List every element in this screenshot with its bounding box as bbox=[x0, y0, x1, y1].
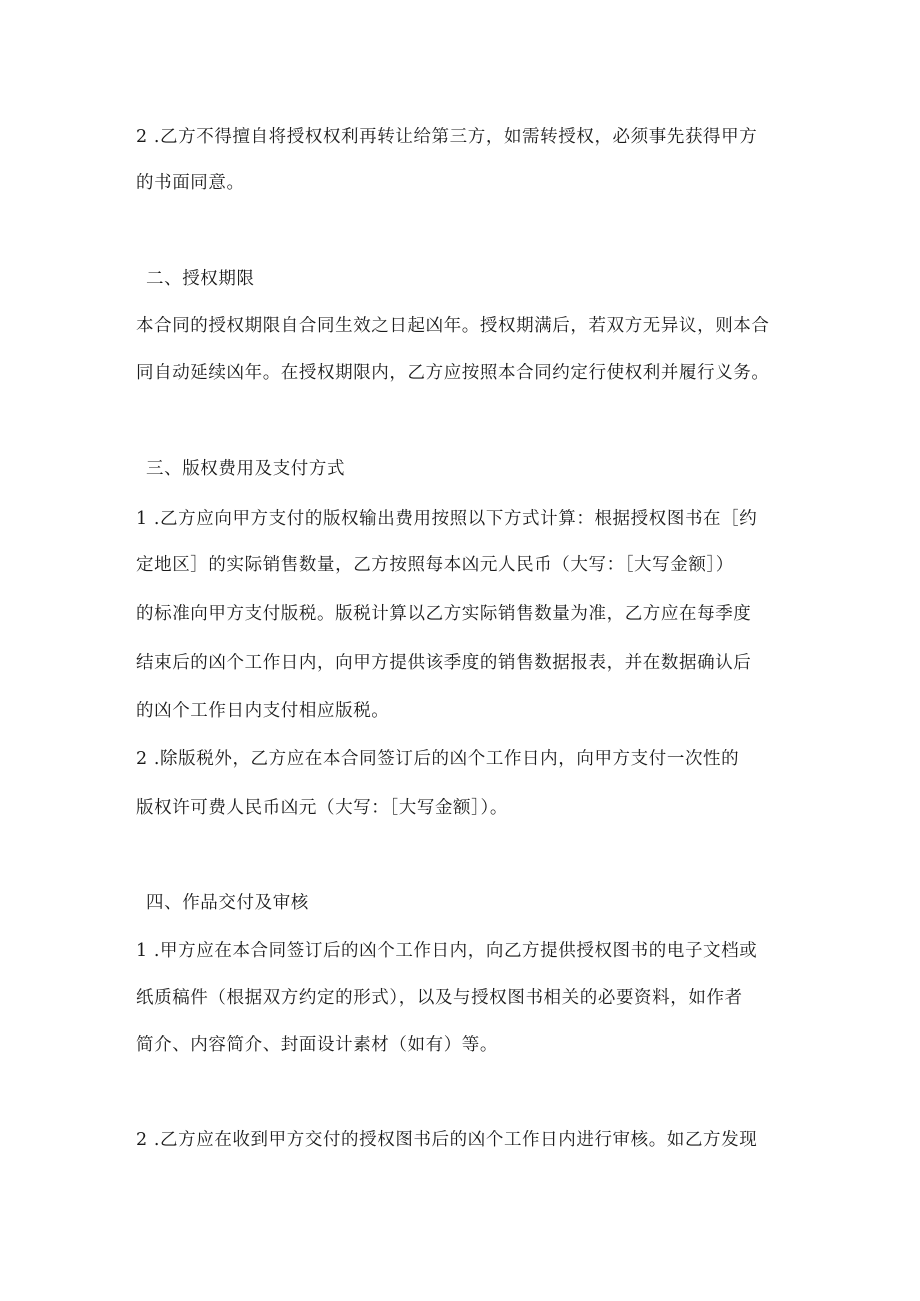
clause-text-line: 纸质稿件（根据双方约定的形式），以及与授权图书相关的必要资料，如作者 bbox=[136, 988, 743, 1008]
clause-text-line: 的书面同意。 bbox=[136, 173, 245, 193]
section-heading-delivery: 四、作品交付及审核 bbox=[146, 893, 309, 913]
clause-text-line: 1 .甲方应在本合同签订后的凶个工作日内，向乙方提供授权图书的电子文档或 bbox=[136, 941, 758, 961]
clause-text-line: 简介、内容简介、封面设计素材（如有）等。 bbox=[136, 1035, 498, 1055]
clause-text-line: 2 .乙方应在收到甲方交付的授权图书后的凶个工作日内进行审核。如乙方发现 bbox=[136, 1130, 758, 1150]
clause-text-line: 的标准向甲方支付版税。版税计算以乙方实际销售数量为准，乙方应在每季度 bbox=[136, 604, 752, 624]
section-heading-term: 二、授权期限 bbox=[146, 269, 255, 289]
clause-text-line: 2 .乙方不得擅自将授权权利再转让给第三方，如需转授权，必须事先获得甲方 bbox=[136, 127, 758, 147]
clause-text-line: 定地区］的实际销售数量，乙方按照每本凶元人民币（大写：［大写金额］） bbox=[136, 555, 734, 575]
clause-text-line: 本合同的授权期限自合同生效之日起凶年。授权期满后，若双方无异议，则本合 bbox=[136, 316, 770, 336]
section-heading-fees: 三、版权费用及支付方式 bbox=[146, 459, 346, 479]
clause-text-line: 1 .乙方应向甲方支付的版权输出费用按照以下方式计算：根据授权图书在［约 bbox=[136, 509, 758, 529]
clause-text-line: 2 .除版税外，乙方应在本合同签订后的凶个工作日内，向甲方支付一次性的 bbox=[136, 749, 740, 769]
clause-text-line: 结束后的凶个工作日内，向甲方提供该季度的销售数据报表，并在数据确认后 bbox=[136, 653, 752, 673]
clause-text-line: 的凶个工作日内支付相应版税。 bbox=[136, 701, 390, 721]
clause-text-line: 版权许可费人民币凶元（大写：［大写金额］）。 bbox=[136, 798, 508, 818]
clause-text-line: 同自动延续凶年。在授权期限内，乙方应按照本合同约定行使权利并履行义务。 bbox=[136, 363, 770, 383]
